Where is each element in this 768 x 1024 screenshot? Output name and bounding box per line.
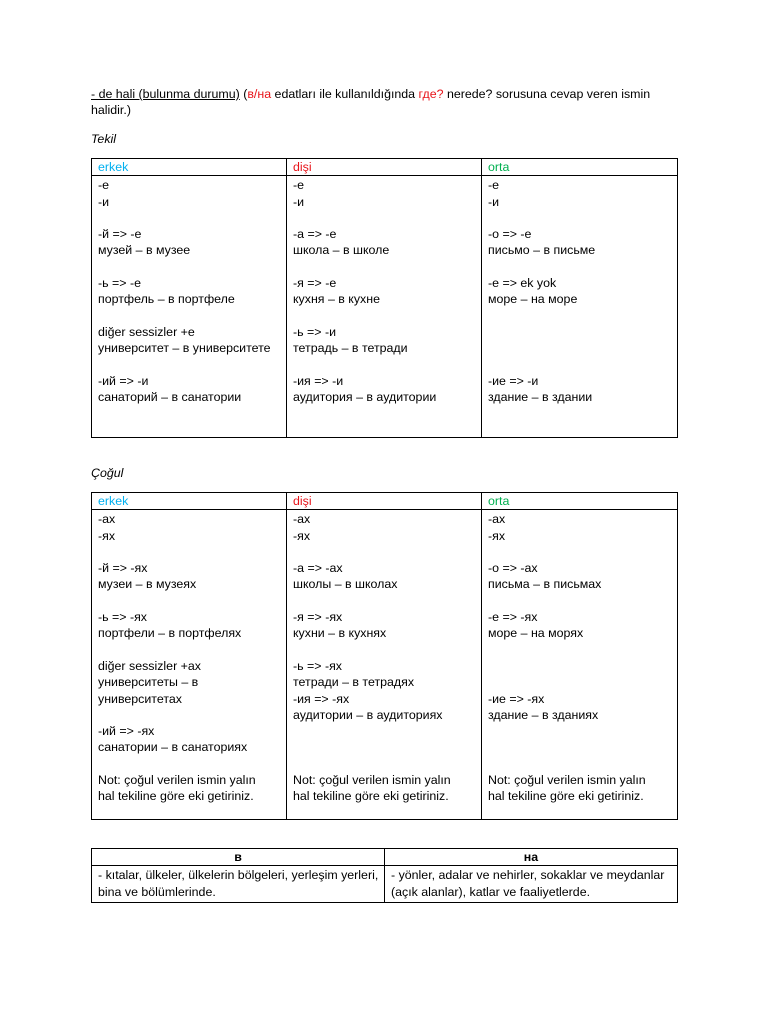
cell-line: -й => -ях: [98, 561, 148, 576]
spacer: [488, 259, 677, 275]
cell-line: -ь => -ях: [98, 610, 147, 625]
tekil-header-erkek: erkek: [92, 159, 287, 176]
cell-line: -ах: [293, 512, 311, 527]
cogul-cell-orta: [482, 510, 678, 820]
spacer: [98, 707, 286, 723]
cell-line: -е: [293, 178, 305, 193]
cell-line: -ах: [488, 512, 506, 527]
spacer: [98, 593, 286, 609]
intro-paragraph: [91, 86, 676, 119]
cell-line: diğer sessizler +е: [98, 324, 195, 339]
cell-line: -е => -ях: [488, 610, 538, 625]
cell-line: здание – в зданиях: [488, 707, 599, 722]
usage-cell-v: - kıtalar, ülkeler, ülkelerin bölgeleri, yerleşim yerleri, bina ve bölümlerinde.: [92, 866, 385, 903]
spacer: [488, 357, 677, 373]
cell-line: -ях: [488, 528, 506, 543]
cell-line: музей – в музее: [98, 243, 191, 258]
cell-line: университеты – в: [98, 675, 199, 690]
spacer: [488, 674, 677, 690]
intro-prepositions: в/на: [247, 87, 272, 101]
cell-line: -е: [488, 178, 500, 193]
intro-text: (: [239, 87, 248, 101]
cogul-cell-disi: [287, 510, 482, 820]
spacer: [488, 723, 677, 739]
usage-cell-na: - yönler, adalar ve nehirler, sokaklar ve meydanlar (açık alanlar), katlar ve faaliyetlerde.: [385, 866, 678, 903]
tekil-header-disi: dişi: [287, 159, 482, 176]
spacer: [488, 210, 677, 226]
spacer: [98, 756, 286, 772]
spacer: [98, 308, 286, 324]
spacer: [98, 642, 286, 658]
cell-line: письма – в письмах: [488, 577, 602, 592]
cell-line: -и: [98, 194, 110, 209]
spacer: [488, 593, 677, 609]
cell-line: санатории – в санаториях: [98, 740, 248, 755]
cell-line: -е => ek yok: [488, 276, 557, 291]
cogul-table: [91, 492, 678, 820]
cell-line: -ях: [293, 528, 311, 543]
intro-text: edatları ile kullanıldığında: [271, 87, 419, 101]
spacer: [293, 259, 481, 275]
intro-text: nerede? sorusuna cevap veren ismin halidir.): [91, 87, 651, 118]
spacer: [293, 210, 481, 226]
cell-line: -и: [488, 194, 500, 209]
cogul-body-row: [92, 510, 678, 820]
cell-line: -я => -е: [293, 276, 337, 291]
cell-line: Not: çoğul verilen ismin yalın: [488, 773, 646, 788]
usage-header-na: на: [385, 849, 678, 866]
cell-line: кухни – в кухнях: [293, 626, 387, 641]
spacer: [488, 544, 677, 560]
tekil-table: [91, 158, 678, 438]
cell-line: аудитории – в аудиториях: [293, 707, 443, 722]
spacer: [98, 544, 286, 560]
cell-line: -о => -е: [488, 227, 532, 242]
spacer: [488, 324, 677, 340]
usage-body-row: [92, 866, 678, 903]
spacer: [293, 544, 481, 560]
tekil-caption: Tekil: [91, 132, 117, 146]
cogul-cell-erkek: [92, 510, 287, 820]
cell-line: тетради – в тетрадях: [293, 675, 415, 690]
cell-line: -е: [98, 178, 110, 193]
cell-line: -ия => -и: [293, 373, 344, 388]
spacer: [488, 756, 677, 772]
cell-line: портфель – в портфеле: [98, 292, 235, 307]
cogul-header-erkek: erkek: [92, 493, 287, 510]
spacer: [488, 658, 677, 674]
spacer: [293, 723, 481, 739]
cell-line: море – на морях: [488, 626, 584, 641]
spacer: [293, 593, 481, 609]
intro-title: - de hali (bulunma durumu): [91, 87, 240, 101]
spacer: [293, 308, 481, 324]
tekil-cell-orta: [482, 176, 678, 438]
spacer: [98, 210, 286, 226]
cell-line: школа – в школе: [293, 243, 390, 258]
cell-line: университет – в университете: [98, 341, 271, 356]
cell-line: музеи – в музеях: [98, 577, 197, 592]
cell-line: санаторий – в санатории: [98, 390, 242, 405]
spacer: [488, 308, 677, 324]
cell-line: diğer sessizler +ах: [98, 658, 201, 673]
cell-line: -я => -ях: [293, 610, 343, 625]
tekil-body-row: [92, 176, 678, 438]
cogul-caption: Çoğul: [91, 466, 124, 480]
cell-line: кухня – в кухне: [293, 292, 380, 307]
cell-line: -о => -ах: [488, 561, 538, 576]
cell-line: письмо – в письме: [488, 243, 596, 258]
cell-line: -ий => -и: [98, 373, 149, 388]
cell-line: -ие => -ях: [488, 691, 545, 706]
cell-line: Not: çoğul verilen ismin yalın: [98, 773, 256, 788]
spacer: [293, 357, 481, 373]
spacer: [488, 340, 677, 356]
cell-line: тетрадь – в тетради: [293, 341, 408, 356]
cogul-header-orta: orta: [482, 493, 678, 510]
cell-line: -ях: [98, 528, 116, 543]
cell-line: -и: [293, 194, 305, 209]
cell-line: школы – в школах: [293, 577, 398, 592]
cell-line: -а => -ах: [293, 561, 343, 576]
cell-line: море – на море: [488, 292, 578, 307]
spacer: [293, 739, 481, 755]
cogul-header-disi: dişi: [287, 493, 482, 510]
cell-line: университетах: [98, 691, 182, 706]
spacer: [98, 259, 286, 275]
cell-line: портфели – в портфелях: [98, 626, 242, 641]
usage-header-v: в: [92, 849, 385, 866]
preposition-usage-table: [91, 848, 678, 903]
cell-line: hal tekiline göre eki getiriniz.: [488, 789, 644, 804]
cell-line: -ий => -ях: [98, 724, 155, 739]
cogul-header-row: [92, 493, 678, 510]
cell-line: -ь => -и: [293, 324, 336, 339]
cell-line: здание – в здании: [488, 390, 593, 405]
cell-line: -ь => -ях: [293, 658, 342, 673]
cell-line: -а => -е: [293, 227, 337, 242]
usage-header-row: [92, 849, 678, 866]
spacer: [293, 756, 481, 772]
tekil-header-orta: orta: [482, 159, 678, 176]
cell-line: аудитория – в аудитории: [293, 390, 437, 405]
cell-line: -ия => -ях: [293, 691, 350, 706]
spacer: [293, 642, 481, 658]
spacer: [488, 642, 677, 658]
spacer: [98, 357, 286, 373]
cell-line: Not: çoğul verilen ismin yalın: [293, 773, 451, 788]
cell-line: -ах: [98, 512, 116, 527]
cell-line: -й => -е: [98, 227, 142, 242]
cell-line: hal tekiline göre eki getiriniz.: [293, 789, 449, 804]
intro-question-word: где?: [418, 87, 444, 101]
tekil-header-row: [92, 159, 678, 176]
cell-line: -ь => -е: [98, 276, 141, 291]
cell-line: -ие => -и: [488, 373, 539, 388]
cell-line: hal tekiline göre eki getiriniz.: [98, 789, 254, 804]
tekil-cell-disi: [287, 176, 482, 438]
tekil-cell-erkek: [92, 176, 287, 438]
spacer: [488, 739, 677, 755]
